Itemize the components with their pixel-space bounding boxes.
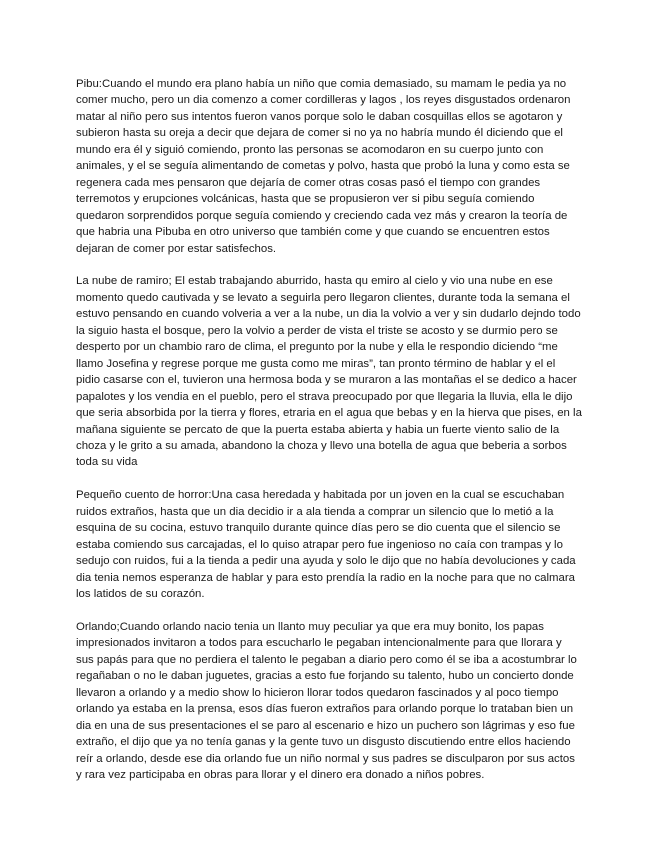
paragraph-orlando: Orlando;Cuando orlando nacio tenia un llanto muy peculiar ya que era muy bonito, los papas impresionados invitaron a todos para escucharlo le pegaban intencionalmente para que llorara y sus papás para que no perdiera el talento le pegaban a diario pero como él se iba a acostumbrar lo regañaban o no le daban juguetes, gracias a esto fue forjando su talento, hubo un concierto donde llevaron a orlando y a medio show lo hicieron llorar todos quedaron fascinados y al poco tiempo orlando ya estaba en la prensa, esos días fueron extraños para orlando porque lo trataban bien un dia en una de sus presentaciones el se paro al escenario e hizo un puchero son lágrimas y eso fue extraño, el dijo que ya no tenía ganas y la gente tuvo un disgusto discutiendo entre ellos haciendo reír a orlando, desde ese dia orlando fue un niño normal y sus padres se disculparon por sus actos y rara vez participaba en obras para llorar y el dinero era donado a niños pobres. — [76, 620, 577, 781]
paragraph-pibu: Pibu:Cuando el mundo era plano había un niño que comia demasiado, su mamam le pedia ya no comer mucho, pero un dia comenzo a comer cordilleras y lagos , los reyes disgustados ordenaron matar al niño pero sus intentos fueron vanos porque solo le daban cosquillas ellos se agotaron y subieron hasta su oreja a decir que dejara de comer si no ya no habría mundo él diciendo que el mundo era él y siguió comiendo, pronto las personas se acomodaron en su cuerpo junto con animales, y el se seguía alimentando de cometas y polvo, hasta que probó la luna y como esta se regenera cada mes pensaron que dejaría de comer otras cosas pasó el tiempo con grandes terremotos y erupciones volcánicas, hasta que se propusieron ver si pibu seguía comiendo quedaron sorprendidos porque seguía comiendo y creciendo cada vez más y crearon la teoría de que habria una Pibuba en otro universo que también come y que cuando se encuentren estos dejaran de comer por estar satisfechos. — [76, 78, 571, 255]
paragraph-cuento-de-horror: Pequeño cuento de horror:Una casa heredada y habitada por un joven en la cual se escuchaban ruidos extraños, hasta que un dia decidio ir a ala tienda a comprar un silencio que lo metió a la esquina de su cocina, estuvo tranquilo durante quince días pero se dio cuenta que el silencio se estaba comiendo sus carcajadas, el lo quiso atrapar pero fue ingenioso no caía con trampas y lo sedujo con ruidos, fui a la tienda a pedir una ayuda y solo le dijo que no había devoluciones y cada dia tenia nemos esperanza de hablar y para esto prendía la radio en la noche para que no calmara los latidos de su corazón. — [76, 489, 576, 601]
document-body — [76, 76, 582, 783]
paragraph-la-nube-de-ramiro: La nube de ramiro; El estab trabajando aburrido, hasta qu emiro al cielo y vio una nube en ese momento quedo cautivada y se levato a seguirla pero llegaron clientes, durante toda la semana el estuvo pensando en cuando volveria a ver a la nube, un dia la volvio a ver y sin dudarlo dejndo todo la siguio hasta el bosque, pero la volvio a perder de vista el triste se acosto y se durmio pero se desperto por un chambio raro de clima, el pregunto por la nube y ella le respondio diciendo “me llamo Josefina y regrese porque me gusta como me miras”, tan pronto término de hablar y el el pidio casarse con el, tuvieron una hermosa boda y se muraron a las montañas el se dedico a hacer papalotes y los vendia en el pueblo, pero el strava preocupado por que llegaria la lluvia, ella le dijo que seria absorbida por la tierra y flores, etraria en el agua que bebas y en la hierva que pises, en la mañana siguiente se percato de que la puerta estaba abierta y habia un fuerte viento salio de la choza y le grito a su amada, abandono la choza y llevo una botella de agua que beberia a sorbos toda su vida — [76, 275, 582, 469]
